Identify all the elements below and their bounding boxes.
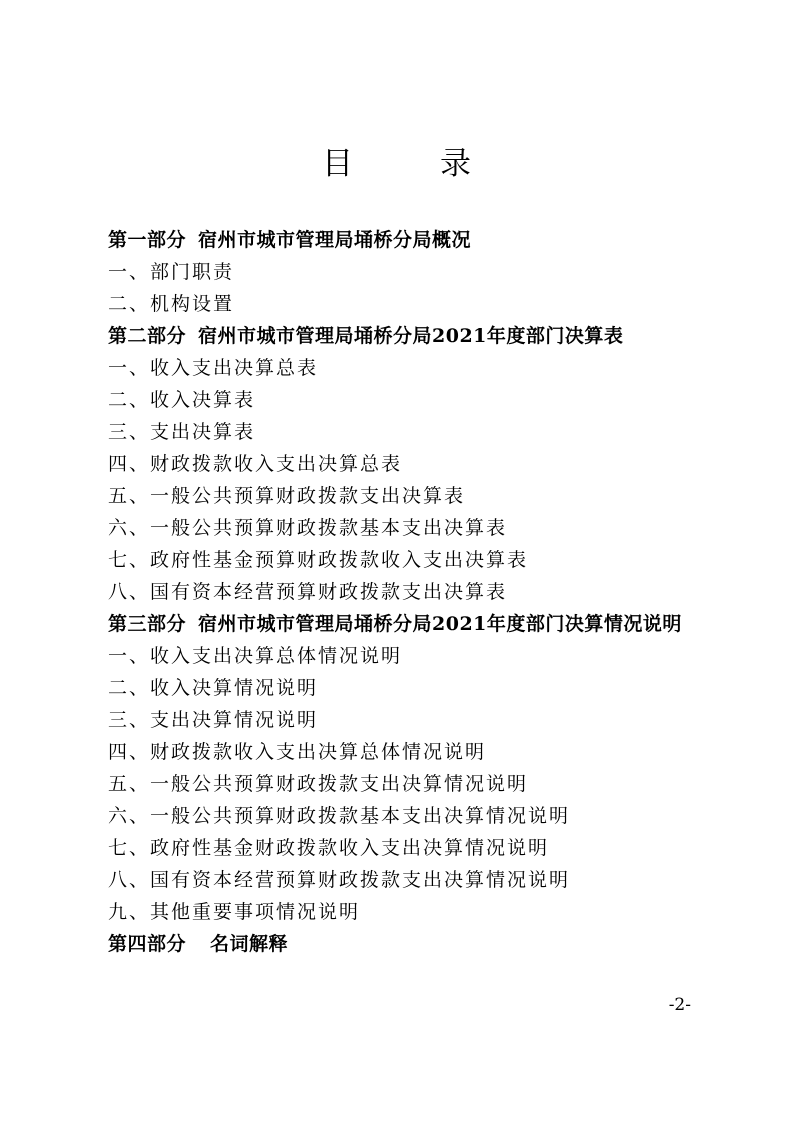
toc-part-heading[interactable] xyxy=(108,928,708,960)
toc-item[interactable]: 九、其他重要事项情况说明 xyxy=(108,901,361,923)
toc-item[interactable]: 八、国有资本经营预算财政拨款支出决算表 xyxy=(108,581,508,603)
toc-part-title: 宿州市城市管理局埇桥分局2021年度部门决算表 xyxy=(198,325,624,347)
toc-part-title: 宿州市城市管理局埇桥分局概况 xyxy=(198,229,472,251)
toc-item[interactable]: 二、收入决算表 xyxy=(108,389,256,411)
table-of-contents xyxy=(108,224,708,960)
toc-part-label: 第二部分 xyxy=(108,325,187,347)
toc-part-heading[interactable] xyxy=(108,224,708,256)
toc-part-title: 宿州市城市管理局埇桥分局2021年度部门决算情况说明 xyxy=(198,613,682,635)
toc-item[interactable]: 八、国有资本经营预算财政拨款支出决算情况说明 xyxy=(108,869,571,891)
page-title: 目 录 xyxy=(322,146,499,182)
toc-item[interactable]: 四、财政拨款收入支出决算总体情况说明 xyxy=(108,741,487,763)
toc-item[interactable]: 七、政府性基金预算财政拨款收入支出决算表 xyxy=(108,549,529,571)
toc-item[interactable]: 六、一般公共预算财政拨款基本支出决算表 xyxy=(108,517,508,539)
toc-part-heading[interactable] xyxy=(108,608,708,640)
toc-item[interactable]: 三、支出决算情况说明 xyxy=(108,709,319,731)
toc-item[interactable]: 一、收入支出决算总表 xyxy=(108,357,319,379)
toc-part-heading[interactable] xyxy=(108,320,708,352)
toc-item[interactable]: 一、部门职责 xyxy=(108,261,235,283)
toc-item[interactable]: 二、机构设置 xyxy=(108,293,235,315)
toc-part-label: 第一部分 xyxy=(108,229,187,251)
toc-item[interactable]: 六、一般公共预算财政拨款基本支出决算情况说明 xyxy=(108,805,571,827)
page-number: -2- xyxy=(668,995,691,1015)
toc-item[interactable]: 五、一般公共预算财政拨款支出决算情况说明 xyxy=(108,773,529,795)
toc-item[interactable]: 七、政府性基金财政拨款收入支出决算情况说明 xyxy=(108,837,550,859)
toc-item[interactable]: 四、财政拨款收入支出决算总表 xyxy=(108,453,403,475)
toc-item[interactable]: 二、收入决算情况说明 xyxy=(108,677,319,699)
toc-part-title: 名词解释 xyxy=(210,933,289,955)
toc-item[interactable]: 五、一般公共预算财政拨款支出决算表 xyxy=(108,485,466,507)
toc-part-label: 第四部分 xyxy=(108,933,187,955)
toc-item[interactable]: 一、收入支出决算总体情况说明 xyxy=(108,645,403,667)
toc-item[interactable]: 三、支出决算表 xyxy=(108,421,256,443)
toc-part-label: 第三部分 xyxy=(108,613,187,635)
